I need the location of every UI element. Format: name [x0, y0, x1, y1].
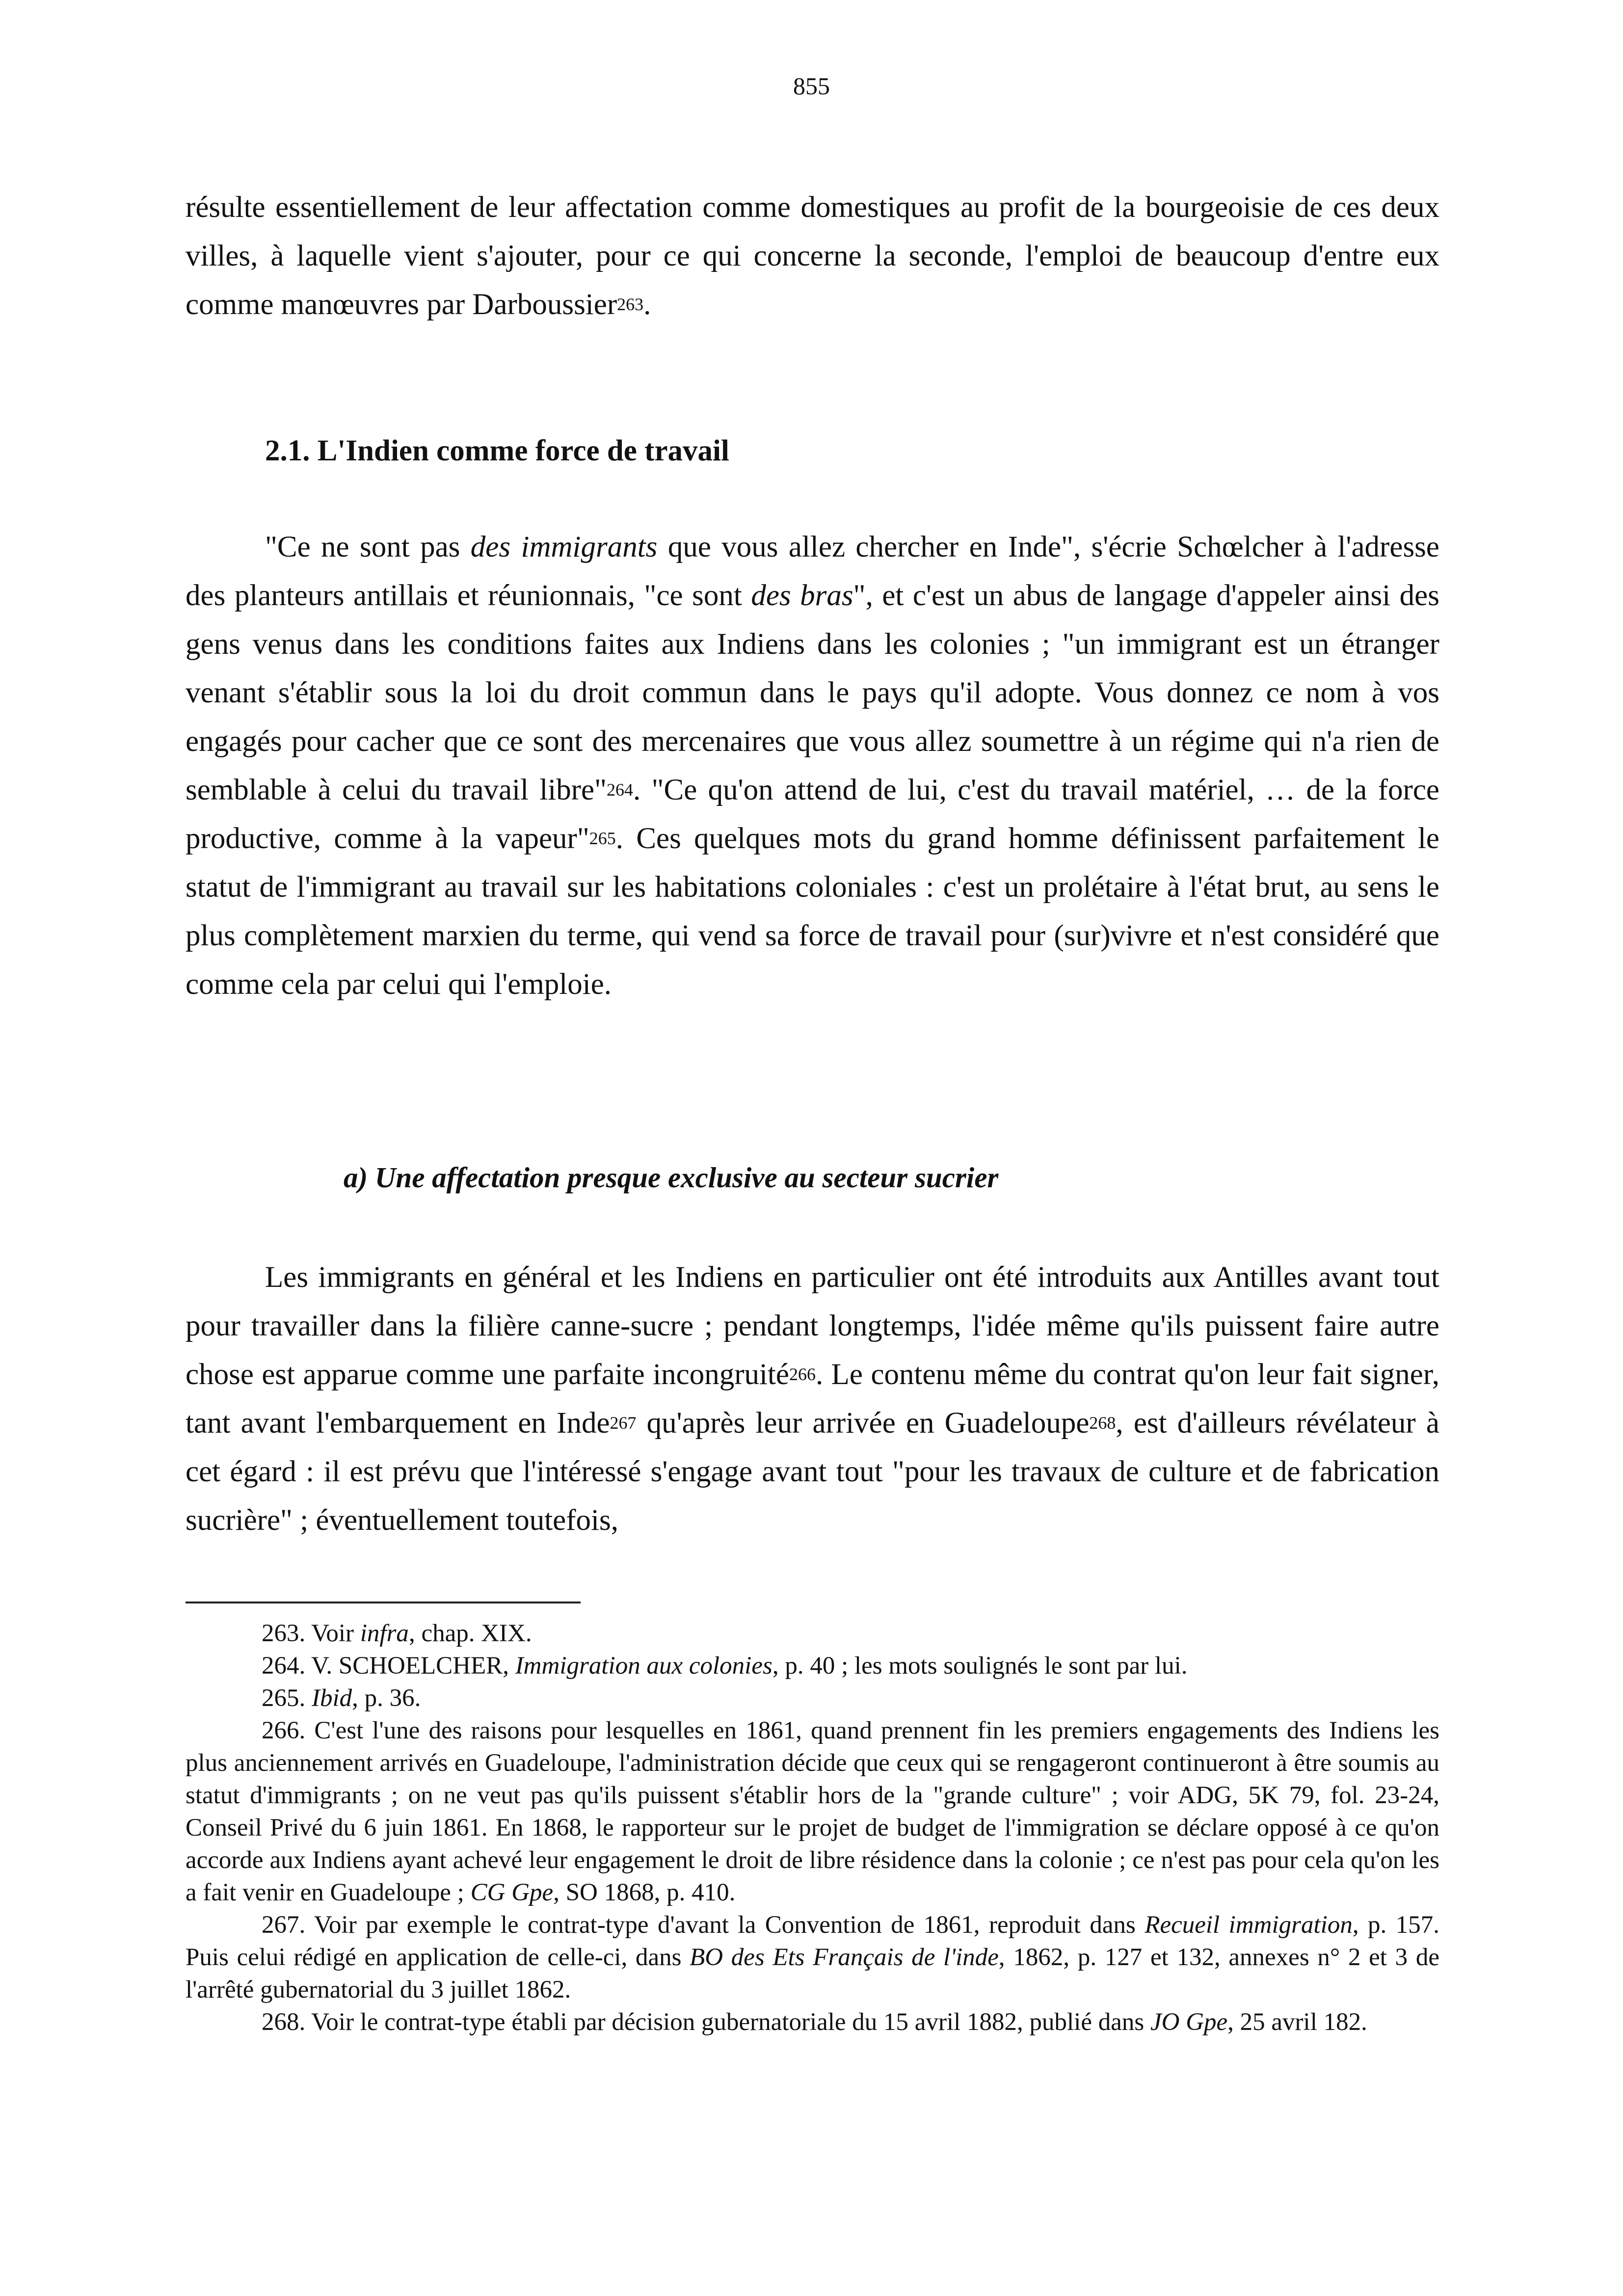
text: , SO 1868, p. 410.	[553, 1879, 736, 1906]
italic-text: des immigrants	[470, 531, 658, 563]
text: Les immigrants en général et les Indiens en particulier ont été introduits aux Antilles avant tout pour travailler dans la filière canne-sucre ; pendant longtemps, l'idée même qu'ils puissent faire autre chose est apparue comme une parfaite incongruité	[186, 1261, 1439, 1391]
footnote-separator	[186, 1602, 581, 1603]
italic-text: CG Gpe	[470, 1879, 554, 1906]
text: 266. C'est l'une des raisons pour lesquelles en 1861, quand prennent fin les premiers engagements des Indiens les plus anciennement arrivés en Guadeloupe, l'administration décide que ceux qui se rengageront continueront à être soumis au statut d'immigrants ; on ne veut pas qu'ils puissent s'établir hors de la "grande culture" ; voir ADG, 5K 79, fol. 23-24, Conseil Privé du 6 juin 1861. En 1868, le rapporteur sur le projet de budget de l'immigration se déclare opposé à ce qu'on accorde aux Indiens ayant achevé leur engagement le droit de libre résidence dans la colonie ; ce n'est pas pour cela qu'on les a fait venir en Guadeloupe ;	[186, 1717, 1439, 1906]
italic-text: infra	[360, 1620, 409, 1647]
italic-text: Ibid	[312, 1684, 352, 1712]
footnote-267	[186, 1909, 1439, 2006]
text: . Le contenu même du contrat qu'on leur fait signer, tant avant l'embarquement en Inde	[186, 1358, 1439, 1440]
footnote-263	[186, 1617, 1439, 1650]
text: . "Ce qu'on attend de lui, c'est du travail matériel, … de la force productive, comme à la vapeur"	[186, 774, 1439, 855]
footnote-268	[186, 2006, 1439, 2038]
footnote-265	[186, 1682, 1439, 1714]
text: . Ces quelques mots du grand homme définissent parfaitement le statut de l'immigrant au travail sur les habitations coloniales : c'est un prolétaire à l'état brut, au sens le plus complètement marxien du terme, qui vend sa force de travail pour (sur)vivre et n'est considéré que comme cela par celui qui l'emploie.	[186, 822, 1439, 1001]
italic-text: Recueil immigration	[1144, 1911, 1353, 1939]
text: 265.	[262, 1684, 312, 1712]
text: 268. Voir le contrat-type établi par décision gubernatoriale du 15 avril 1882, publié dans	[262, 2008, 1150, 2036]
text: , p. 157. Puis celui rédigé en application de celle-ci, dans	[186, 1911, 1439, 1971]
footnote-ref-264[interactable]: 264	[607, 780, 634, 800]
subsection-heading: a) Une affectation presque exclusive au secteur sucrier	[344, 1161, 999, 1194]
text: "Ce ne sont pas	[265, 531, 471, 563]
text: résulte essentiellement de leur affectation comme domestiques au profit de la bourgeoisie de ces deux villes, à laquelle vient s'ajouter, pour ce qui concerne la seconde, l'emploi de beaucoup d'entre eux comme manœuvres par Darboussier	[186, 191, 1439, 321]
opening-paragraph	[186, 183, 1439, 329]
italic-text: des bras	[751, 579, 853, 612]
text: 267. Voir par exemple le contrat-type d'avant la Convention de 1861, reproduit dans	[262, 1911, 1145, 1939]
text: 264. V. SCHOELCHER,	[262, 1652, 515, 1680]
text: 263. Voir	[262, 1620, 360, 1647]
footnote-ref-266[interactable]: 266	[789, 1364, 816, 1384]
text: , p. 40 ; les mots soulignés le sont par lui.	[772, 1652, 1188, 1680]
italic-text: Immigration aux colonies	[515, 1652, 772, 1680]
footnote-ref-267[interactable]: 267	[610, 1413, 637, 1433]
italic-text: JO Gpe	[1150, 2008, 1228, 2036]
section-heading: 2.1. L'Indien comme force de travail	[265, 434, 729, 467]
text: qu'après leur arrivée en Guadeloupe	[636, 1407, 1090, 1440]
page-number: 855	[793, 72, 830, 100]
footnote-ref-263[interactable]: 263	[617, 294, 644, 314]
text: , 25 avril 182.	[1227, 2008, 1367, 2036]
text: que vous allez chercher en Inde", s'écrie Schœlcher à l'adresse des planteurs antillais et réunionnais, "ce sont	[186, 531, 1439, 612]
text: .	[643, 288, 651, 321]
text: , chap. XIX.	[408, 1620, 532, 1647]
footnote-ref-265[interactable]: 265	[589, 828, 616, 848]
footnote-ref-268[interactable]: 268	[1089, 1413, 1116, 1433]
text: , 1862, p. 127 et 132, annexes n° 2 et 3 de l'arrêté gubernatorial du 3 juillet 1862.	[186, 1944, 1439, 2003]
text: ", et c'est un abus de langage d'appeler ainsi des gens venus dans les conditions faites aux Indiens dans les colonies ; "un immigrant est un étranger venant s'établir sous la loi du droit commun dans le pays qu'il adopte. Vous donnez ce nom à vos engagés pour cacher que ce sont des mercenaires que vous allez soumettre à un régime qui n'a rien de semblable à celui du travail libre"	[186, 579, 1439, 806]
footnote-266	[186, 1714, 1439, 1909]
paragraph-sugar-sector	[186, 1253, 1439, 1545]
italic-text: BO des Ets Français de l'inde	[690, 1944, 999, 1971]
text: , p. 36.	[352, 1684, 421, 1712]
text: , est d'ailleurs révélateur à cet égard : il est prévu que l'intéressé s'engage avant tout "pour les travaux de culture et de fabrication sucrière" ; éventuellement toutefois,	[186, 1407, 1439, 1537]
paragraph-schoelcher	[186, 523, 1439, 1009]
footnotes	[186, 1617, 1439, 2038]
footnote-264	[186, 1650, 1439, 1682]
